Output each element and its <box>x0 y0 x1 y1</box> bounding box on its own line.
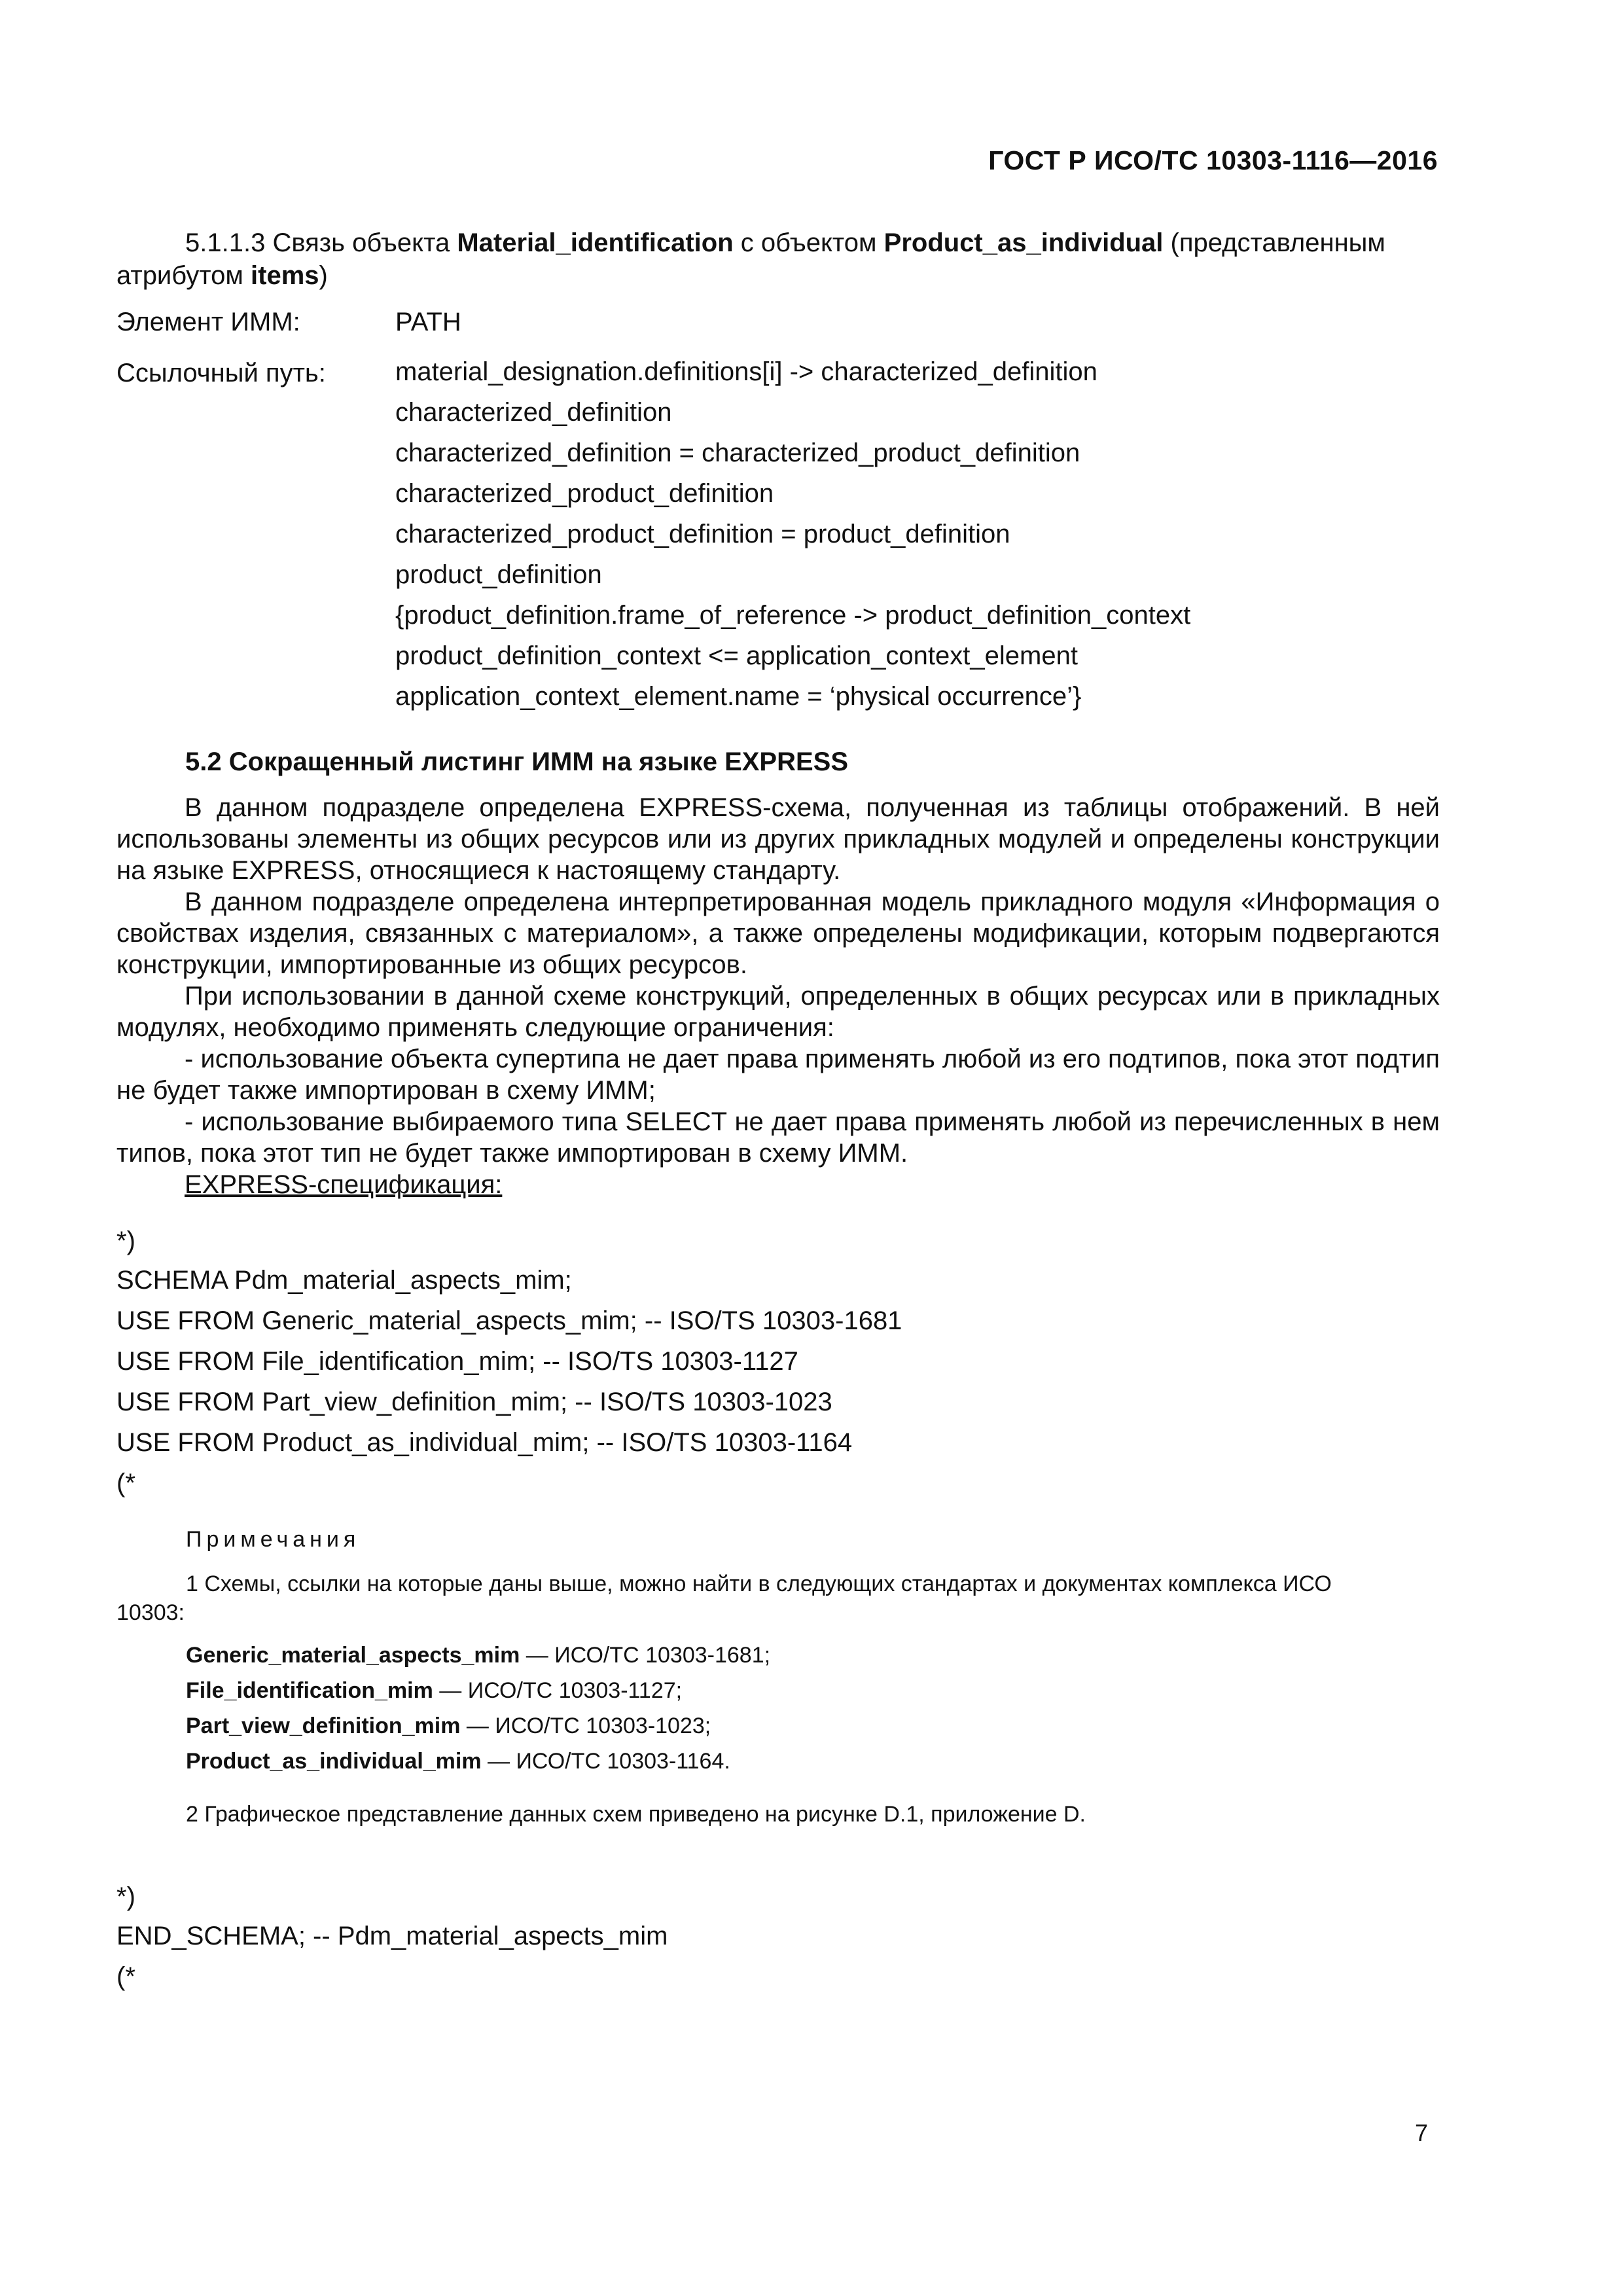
path-label: Ссылочный путь: <box>116 359 326 387</box>
schema-name: File_identification_mim <box>186 1678 433 1703</box>
comment-end-marker: *) <box>116 1882 135 1911</box>
schema-ref: — ИСО/ТС 10303-1681; <box>520 1643 771 1668</box>
path-line: characterized_product_definition = product_definition <box>395 520 1010 548</box>
section-52-body <box>116 792 1440 1200</box>
end-schema-line: END_SCHEMA; -- Pdm_material_aspects_mim <box>116 1922 668 1950</box>
schema-name: Product_as_individual_mim <box>186 1749 482 1774</box>
element-value: PATH <box>395 308 461 336</box>
path-line: application_context_element.name = ‘physical occurrence’} <box>395 682 1082 711</box>
document-header: ГОСТ Р ИСО/ТС 10303-1116—2016 <box>988 145 1438 175</box>
path-line: characterized_definition = characterized_product_definition <box>395 439 1080 467</box>
schema-line: USE FROM Part_view_definition_mim; -- ISO/TS 10303-1023 <box>116 1388 832 1416</box>
comment-start-marker: (* <box>116 1962 135 1991</box>
note-ref-item <box>186 1749 730 1774</box>
note-1-line2: 10303: <box>116 1600 185 1625</box>
note-ref-item <box>186 1713 711 1739</box>
note-ref-item <box>186 1678 682 1704</box>
schema-ref: — ИСО/ТС 10303-1127; <box>433 1678 683 1703</box>
attribute-suffix: ) <box>319 261 328 290</box>
schema-ref: — ИСО/ТС 10303-1164. <box>481 1749 730 1774</box>
entity-material-identification: Material_identification <box>457 228 734 257</box>
attribute-items: items <box>251 261 319 290</box>
path-line: product_definition <box>395 560 602 589</box>
path-line: product_definition_context <= application_context_element <box>395 641 1078 670</box>
entity-product-as-individual: Product_as_individual <box>883 228 1164 257</box>
note-ref-item <box>186 1643 770 1668</box>
paragraph: При использовании в данной схеме конструкций, определенных в общих ресурсах или в прикладных модулях, необходимо применять следующие ограничения: <box>116 982 1440 1042</box>
attribute-prefix: атрибутом <box>116 261 251 290</box>
paragraph-list-item: - использование объекта супертипа не дает права применять любой из его подтипов, пока этот подтип не будет также импортирован в схему ИММ; <box>116 1045 1440 1105</box>
paragraph: В данном подразделе определена интерпретированная модель прикладного модуля «Информация о свойствах изделия, связанных с материалом», а также определены модификации, которым подвергаются конструкции, импортированные из общих ресурсов. <box>116 888 1440 979</box>
schema-line: USE FROM File_identification_mim; -- ISO/TS 10303-1127 <box>116 1347 798 1376</box>
section-52-heading: 5.2 Сокращенный листинг ИММ на языке EXPRESS <box>185 747 849 776</box>
schema-name: Part_view_definition_mim <box>186 1713 461 1738</box>
path-line: material_designation.definitions[i] -> characterized_definition <box>395 357 1097 386</box>
paragraph: В данном подразделе определена EXPRESS-схема, полученная из таблицы отображений. В ней использованы элементы из общих ресурсов или из других прикладных модулей и определены конструкции на языке EXPRESS, относящиеся к настоящему стандарту. <box>116 793 1440 885</box>
path-line: characterized_product_definition <box>395 479 774 508</box>
schema-name: Generic_material_aspects_mim <box>186 1643 520 1668</box>
title-prefix: 5.1.1.3 Связь объекта <box>185 228 457 257</box>
paragraph-list-item: - использование выбираемого типа SELECT не дает права применять любой из перечисленных в нем типов, пока этот тип не будет также импортирован в схему ИММ. <box>116 1107 1440 1168</box>
section-5113-title-line2 <box>116 260 328 291</box>
schema-ref: — ИСО/ТС 10303-1023; <box>460 1713 711 1738</box>
schema-line: USE FROM Generic_material_aspects_mim; -- ISO/TS 10303-1681 <box>116 1306 902 1335</box>
element-label: Элемент ИММ: <box>116 308 300 336</box>
title-middle: с объектом <box>733 228 884 257</box>
note-2: 2 Графическое представление данных схем приведено на рисунке D.1, приложение D. <box>186 1802 1086 1827</box>
express-spec-label: EXPRESS-спецификация: <box>185 1170 503 1199</box>
comment-start-marker: (* <box>116 1469 135 1498</box>
schema-line: SCHEMA Pdm_material_aspects_mim; <box>116 1266 572 1295</box>
path-line: {product_definition.frame_of_reference -> product_definition_context <box>395 601 1191 630</box>
comment-end-marker: *) <box>116 1227 135 1255</box>
note-1-line1: 1 Схемы, ссылки на которые даны выше, можно найти в следующих стандартах и документах комплекса ИСО <box>186 1571 1332 1596</box>
title-suffix: (представленным <box>1163 228 1385 257</box>
path-line: characterized_definition <box>395 398 672 427</box>
section-5113-title-line1 <box>185 227 1385 259</box>
page-number: 7 <box>1415 2119 1429 2146</box>
schema-line: USE FROM Product_as_individual_mim; -- ISO/TS 10303-1164 <box>116 1428 853 1457</box>
notes-title: Примечания <box>186 1527 361 1552</box>
